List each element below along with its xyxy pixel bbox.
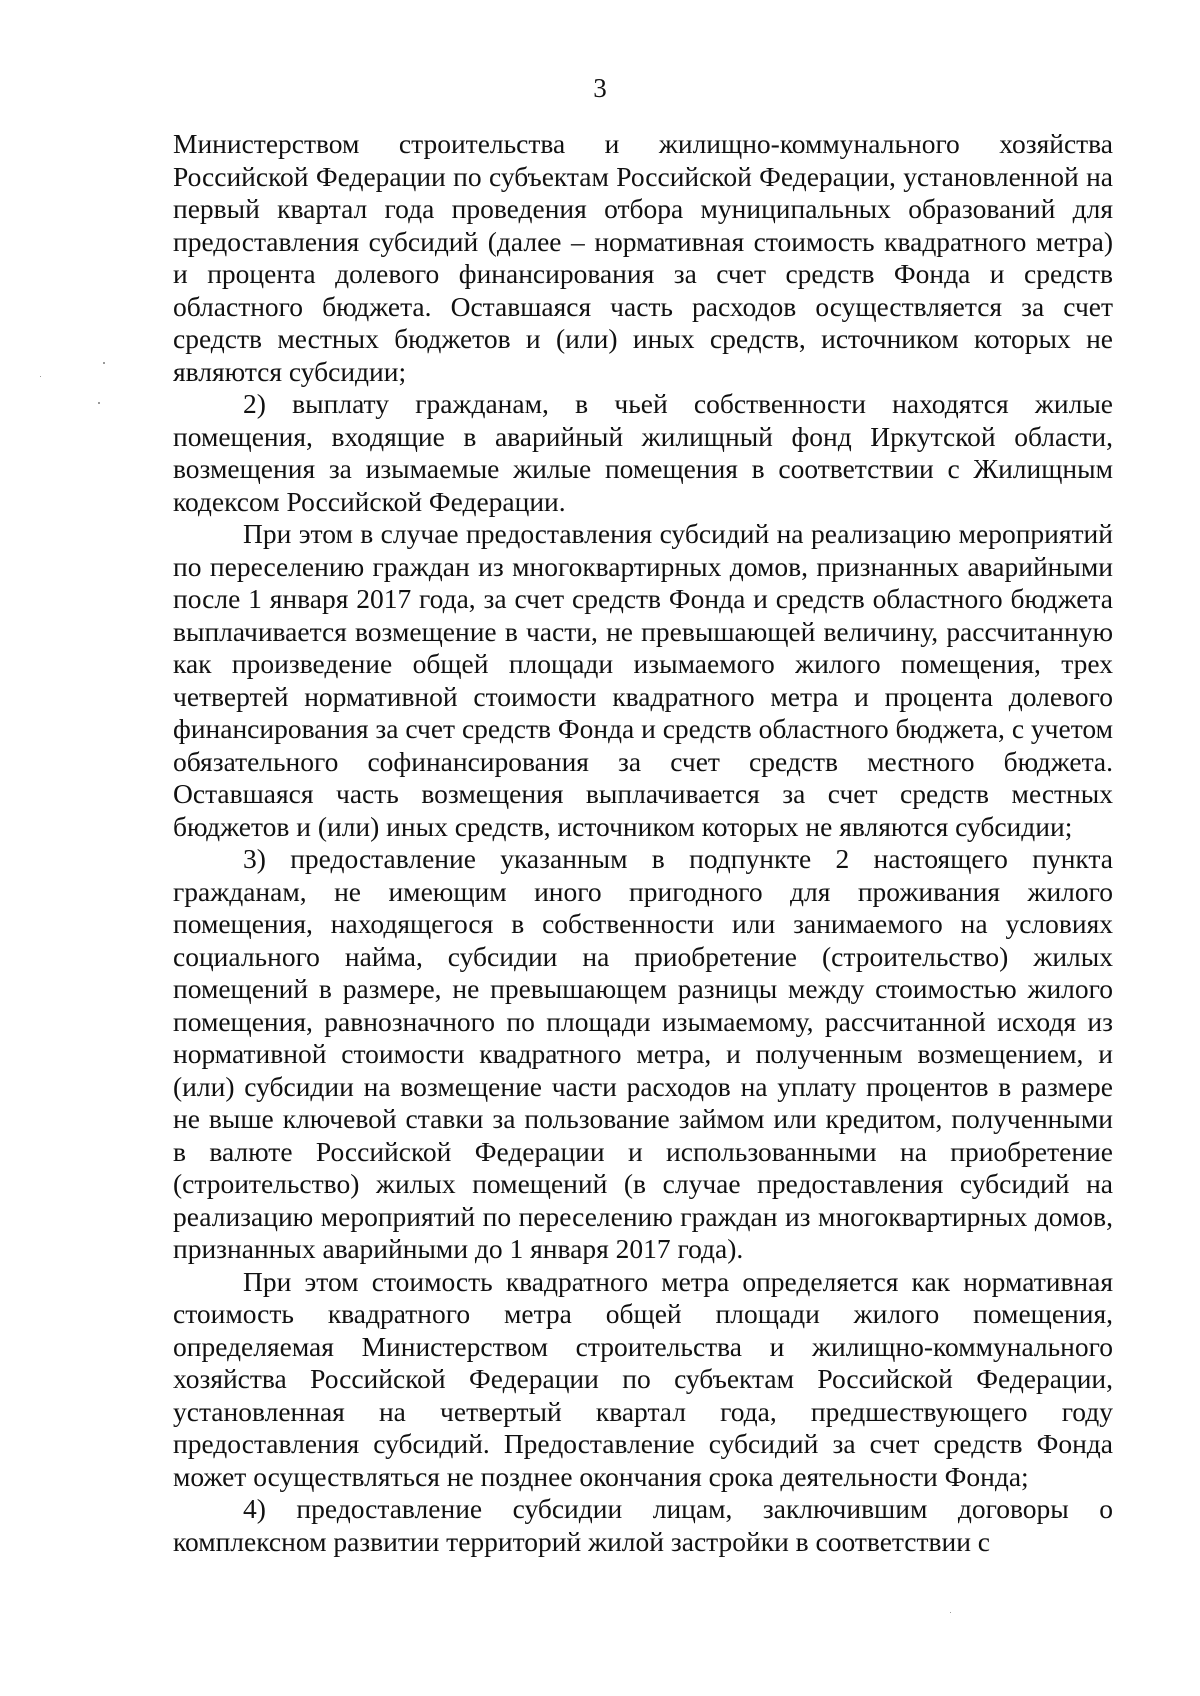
scan-speck: [103, 362, 105, 364]
paragraph-item-4: 4) предоставление субсидии лицам, заключившим договоры о комплексном развитии территорий жилой застройки в соответствии с: [173, 1493, 1113, 1557]
paragraph-item-2: 2) выплату гражданам, в чьей собственности находятся жилые помещения, входящие в аварийный жилищный фонд Иркутской области, возмещения за изымаемые жилые помещения в соответствии с Жилищным кодексом Российской Федерации.: [173, 388, 1113, 517]
paragraph-item-3: 3) предоставление указанным в подпункте 2 настоящего пункта гражданам, не имеющим иного пригодного для проживания жилого помещения, находящегося в собственности или занимаемого на условиях социального найма, субсидии на приобретение (строительство) жилых помещений в размере, не превышающем разницы между стоимостью жилого помещения, равнозначного по площади изымаемому, рассчитанной исходя из нормативной стоимости квадратного метра, и полученным возмещением, и (или) субсидии на возмещение части расходов на уплату процентов в размере не выше ключевой ставки за пользование займом или кредитом, полученными в валюте Российской Федерации и использованными на приобретение (строительство) жилых помещений (в случае предоставления субсидий на реализацию мероприятий по переселению граждан из многоквартирных домов, признанных аварийными до 1 января 2017 года).: [173, 843, 1113, 1264]
scan-speck: [950, 1612, 951, 1613]
page-number: 3: [593, 73, 607, 103]
paragraph-continuation: Министерством строительства и жилищно-коммунального хозяйства Российской Федерации по субъектам Российской Федерации, установленной на первый квартал года проведения отбора муниципальных образований для предоставления субсидий (далее – нормативная стоимость квадратного метра) и процента долевого финансирования за счет средств Фонда и средств областного бюджета. Оставшаяся часть расходов осуществляется за счет средств местных бюджетов и (или) иных средств, источником которых не являются субсидии;: [173, 128, 1113, 387]
scan-speck: [98, 402, 100, 404]
paragraph-compensation-note: При этом в случае предоставления субсидий на реализацию мероприятий по переселению граждан из многоквартирных домов, признанных аварийными после 1 января 2017 года, за счет средств Фонда и средств областного бюджета выплачивается возмещение в части, не превышающей величину, рассчитанную как произведение общей площади изымаемого жилого помещения, трех четвертей нормативной стоимости квадратного метра и процента долевого финансирования за счет средств Фонда и средств областного бюджета, с учетом обязательного софинансирования за счет средств местного бюджета. Оставшаяся часть возмещения выплачивается за счет средств местных бюджетов и (или) иных средств, источником которых не являются субсидии;: [173, 518, 1113, 842]
scan-speck: [40, 376, 41, 377]
paragraph-square-meter-cost: При этом стоимость квадратного метра определяется как нормативная стоимость квадратного метра общей площади жилого помещения, определяемая Министерством строительства и жилищно-коммунального хозяйства Российской Федерации по субъектам Российской Федерации, установленная на четвертый квартал года, предшествующего году предоставления субсидий. Предоставление субсидий за счет средств Фонда может осуществляться не позднее окончания срока деятельности Фонда;: [173, 1265, 1113, 1492]
document-body: [173, 128, 1113, 1558]
